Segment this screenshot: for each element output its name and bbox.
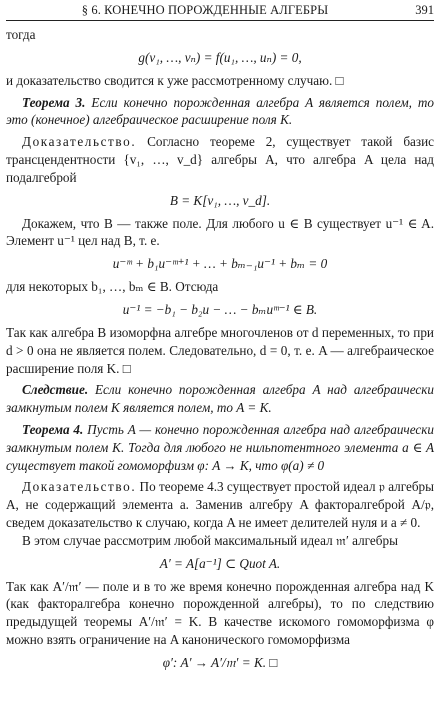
paragraph-then: тогда: [6, 27, 36, 42]
corollary-statement: Если конечно порожденная алгебра A над алгебраически замкнутым полем K является полем, то A = K.: [6, 382, 434, 416]
theorem-3-statement: Если конечно порожденная алгебра A является полем, то это (конечное) алгебраическое расширение поля K.: [6, 94, 434, 128]
paragraph-conclusion: Так как алгебра B изоморфна алгебре многочленов от d переменных, то при d > 0 она не является полем. Следовательно, d = 0, т. е. A — алгебраическое расширение поля K. □: [6, 324, 434, 376]
corollary: [6, 381, 434, 417]
paragraph-reduction: и доказательство сводится к уже рассмотренному случаю. □: [6, 72, 344, 88]
proof-theorem-4: [6, 478, 434, 531]
paragraph-maximal-ideal: В этом случае рассмотрим любой максимальный идеал 𝔪′ алгебры: [22, 532, 398, 548]
paragraph-final: Так как A′/𝔪′ — поле и в то же время конечно порожденная алгебра над K (как факторалгебра конечно порожденной алгебры), то по следствию предыдущей теоремы A′/𝔪′ = K. В качестве искомого гомоморфизма φ можно взять ограничение на A канонического гомоморфизма: [6, 578, 434, 647]
formula-integral-equation: u⁻ᵐ + b₁u⁻ᵐ⁺¹ + … + bₘ₋₁u⁻¹ + bₘ = 0: [112, 256, 328, 272]
proof-theorem-3: [6, 133, 434, 186]
proof-text: Согласно теореме 2, существует такой базис трансцендентности {v₁, …, v_d} алгебры A, что алгебра A цела над подалгеброй: [6, 134, 434, 185]
proof-label: Доказательство.: [22, 134, 137, 150]
theorem-3-label: Теорема 3.: [22, 94, 86, 110]
formula-canonical-homomorphism: φ′: A′ → A′/𝔪′ = K. □: [162, 654, 278, 670]
theorem-4-label: Теорема 4.: [22, 421, 84, 437]
theorem-4: [6, 421, 434, 474]
paragraph-b-is-field: Докажем, что B — также поле. Для любого u ∈ B существует u⁻¹ ∈ A. Элемент u⁻¹ цел над B, т. е.: [6, 215, 434, 249]
theorem-3: [6, 94, 434, 130]
proof-text: По теореме 4.3 существует простой идеал 𝔭 алгебры A, не содержащий элемента a. Заменив алгебру A факторалгеброй A/𝔭, сведем доказательство к случаю, когда A не имеет делителей нуля и a ≠ 0.: [6, 479, 434, 530]
paragraph-for-some: для некоторых b₁, …, bₘ ∈ B. Отсюда: [6, 279, 219, 295]
page-number: 391: [415, 3, 434, 17]
formula-g-equals-f: g(v₁, …, vₙ) = f(u₁, …, uₙ) = 0,: [138, 49, 302, 65]
running-header: [6, 0, 434, 21]
proof-label: Доказательство.: [22, 479, 137, 495]
formula-inverse: u⁻¹ = −b₁ − b₂u − … − bₘuᵐ⁻¹ ∈ B.: [122, 301, 318, 317]
section-title: § 6. КОНЕЧНО ПОРОЖДЕННЫЕ АЛГЕБРЫ: [81, 3, 329, 17]
corollary-label: Следствие.: [22, 382, 89, 398]
formula-a-prime: A′ = A[a⁻¹] ⊂ Quot A.: [159, 555, 281, 571]
theorem-4-statement: Пусть A — конечно порожденная алгебра над алгебраически замкнутым полем K. Тогда для любого не нильпотентного элемента a ∈ A существует такой гомоморфизм φ: A → K, что φ(a) ≠ 0: [6, 421, 434, 473]
formula-b-definition: B = K[v₁, …, v_d].: [169, 192, 271, 208]
